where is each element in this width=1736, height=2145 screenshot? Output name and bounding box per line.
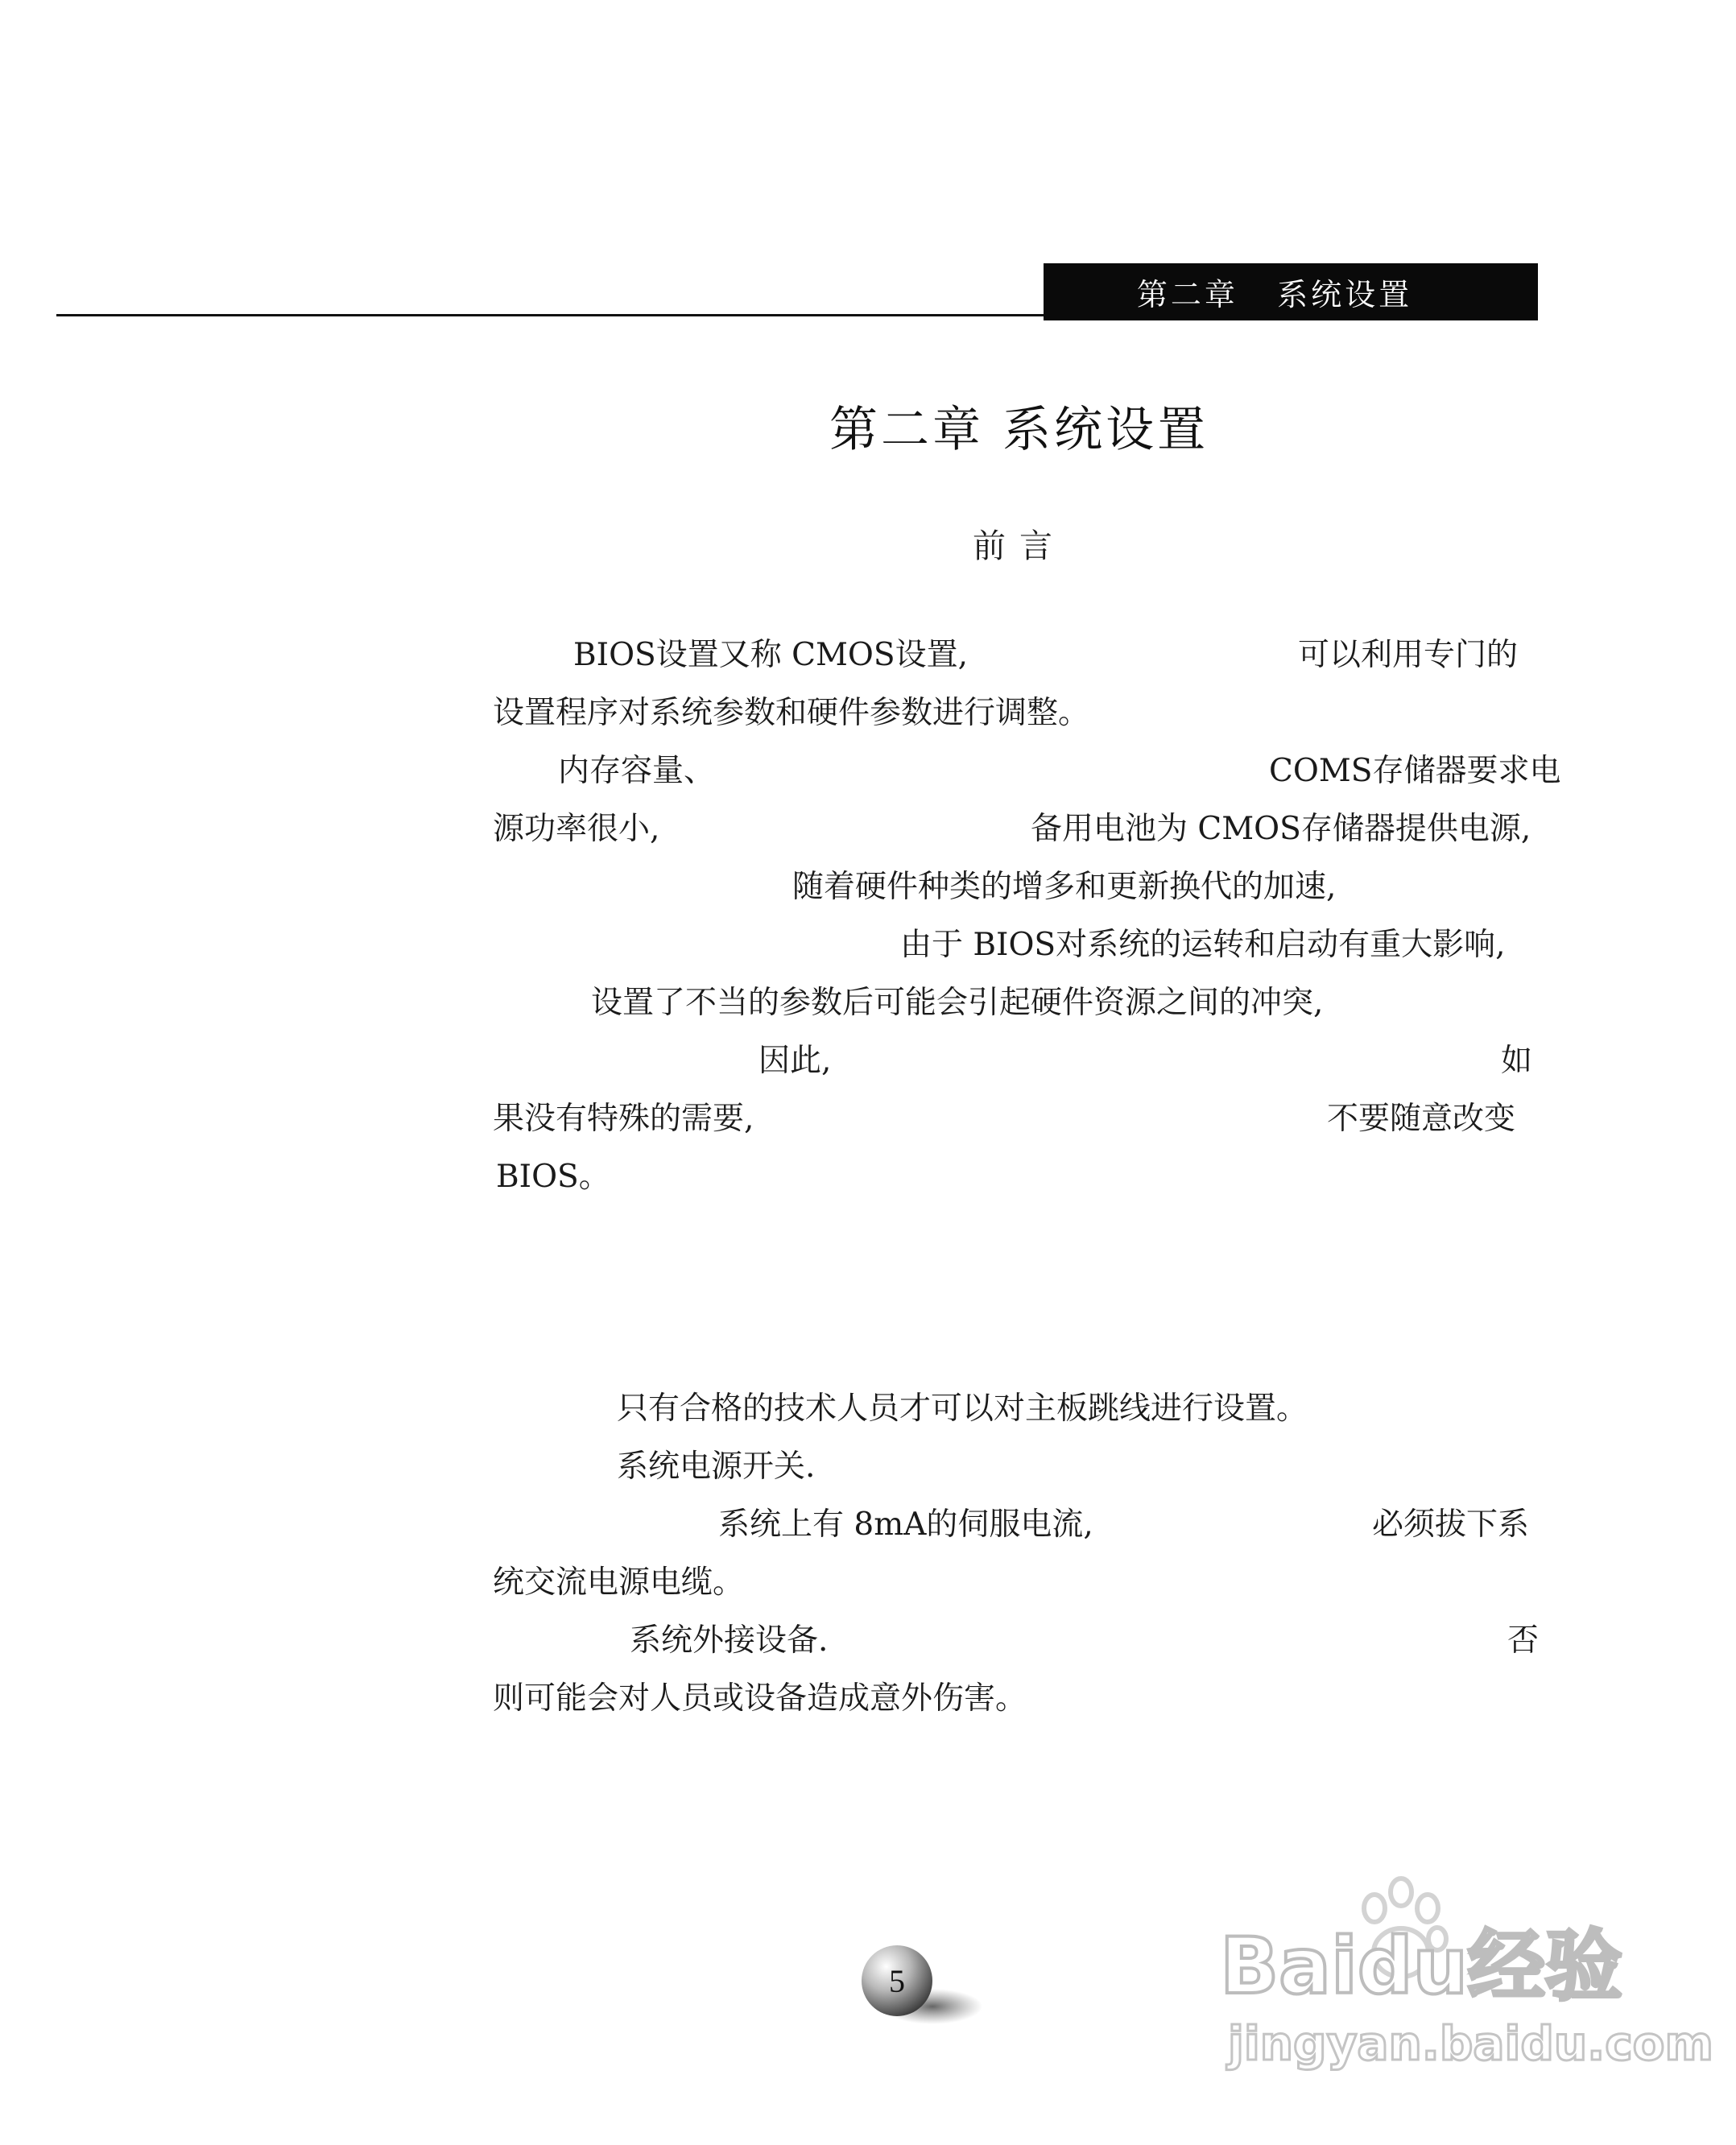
paragraph-line: 果没有特殊的需要,: [493, 1101, 754, 1137]
header-rule: [56, 314, 1055, 316]
paragraph-line: 设置了不当的参数后可能会引起硬件资源之间的冲突,: [591, 985, 1324, 1021]
watermark-url: jingyan.baidu.com: [1228, 2016, 1713, 2071]
paragraph-line: 由于 BIOS对系统的运转和启动有重大影响,: [900, 927, 1506, 963]
paragraph-line: 系统外接设备.: [630, 1622, 829, 1659]
paragraph-line: 则可能会对人员或设备造成意外伤害。: [493, 1680, 1027, 1717]
paragraph-line: BIOS设置又称 CMOS设置,: [573, 637, 969, 673]
section-title: 前 言: [973, 527, 1055, 565]
paragraph-line: 如: [1501, 1043, 1533, 1079]
paragraph-line: 必须拔下系: [1372, 1506, 1530, 1543]
paragraph-line: 系统电源开关.: [617, 1449, 816, 1485]
paragraph-line: 源功率很小,: [493, 811, 660, 847]
paragraph-line: 否: [1507, 1622, 1540, 1659]
page-number: 5: [889, 1963, 905, 1999]
page-number-badge: [842, 1942, 983, 2039]
paragraph-line: 随着硬件种类的增多和更新换代的加速,: [792, 869, 1337, 905]
paragraph-line: 内存容量、: [558, 753, 716, 789]
paragraph-line: 不要随意改变: [1327, 1101, 1516, 1137]
paragraph-line: 设置程序对系统参数和硬件参数进行调整。: [493, 695, 1090, 731]
running-header-text: 第二章 系统设置: [1136, 277, 1413, 312]
paragraph-line: BIOS。: [496, 1159, 610, 1195]
watermark-brand: Baidu经验: [1220, 1921, 1622, 2011]
paragraph-line: 系统上有 8mA的伺服电流,: [718, 1506, 1093, 1543]
paragraph-line: 备用电池为 CMOS存储器提供电源,: [1031, 811, 1531, 847]
running-header: [1044, 263, 1538, 320]
paragraph-line: COMS存储器要求电: [1269, 753, 1561, 789]
baidu-watermark: [1204, 1844, 1713, 2085]
paragraph-line: 因此,: [758, 1043, 832, 1079]
chapter-title: 第二章 系统设置: [829, 402, 1209, 458]
paragraph-line: 可以利用专门的: [1298, 637, 1519, 673]
paragraph-line: 统交流电源电缆。: [493, 1564, 745, 1601]
paragraph-line: 只有合格的技术人员才可以对主板跳线进行设置。: [617, 1391, 1308, 1427]
